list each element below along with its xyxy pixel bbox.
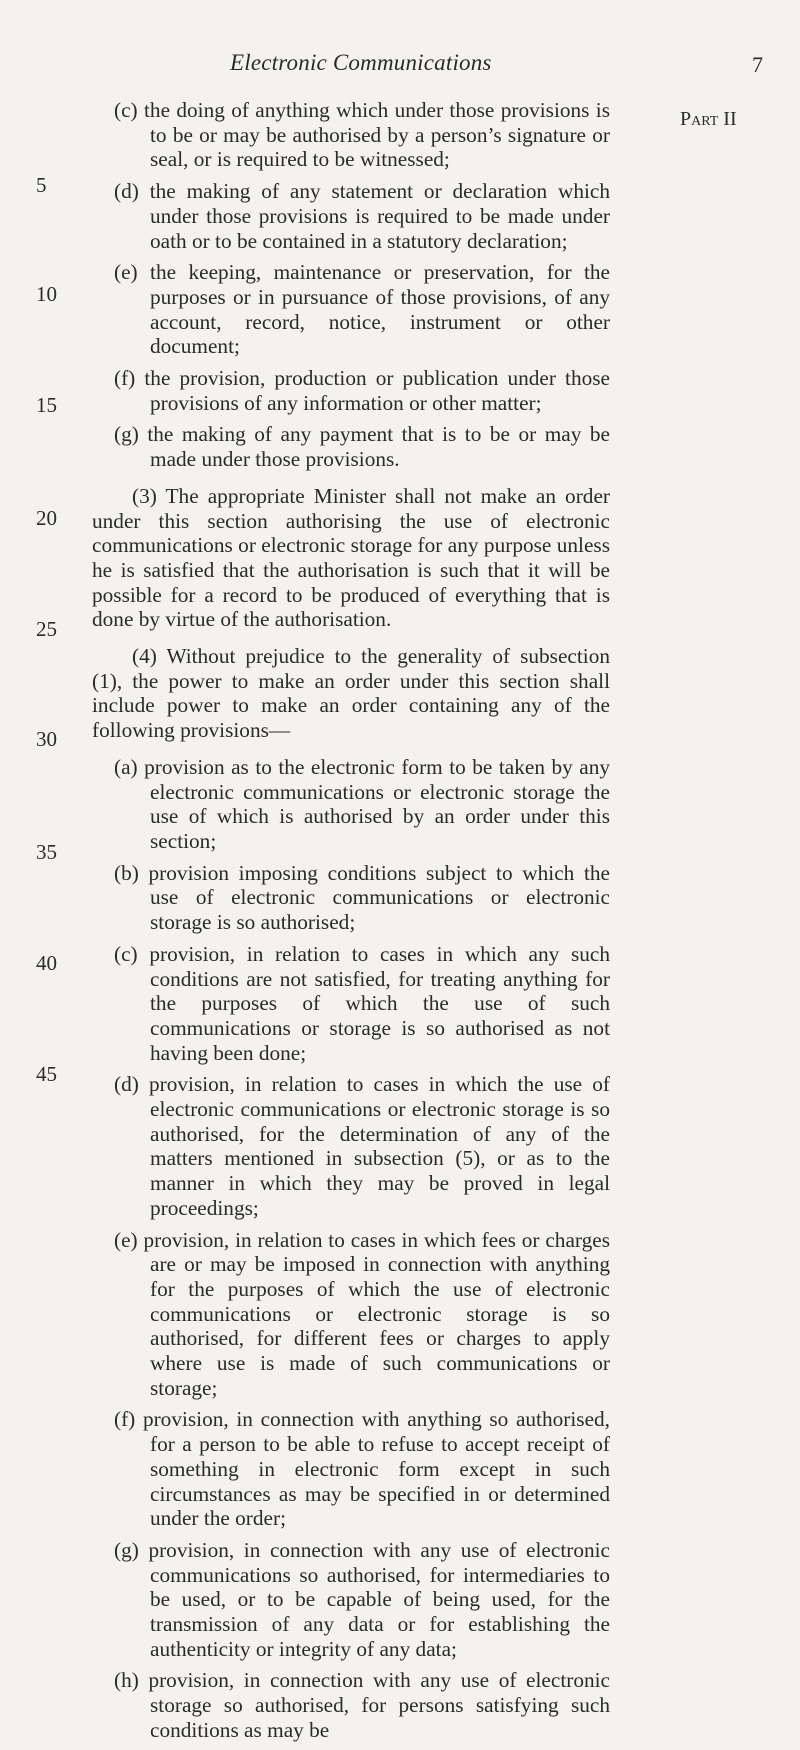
item-text: provision, in relation to cases in which the use of electronic communications or electronic storage is so authorised, for the determination of any of the matters mentioned in subsection (5), or as to the manner in which they may be proved in legal proceedings; [149, 1072, 610, 1220]
line-number: 15 [36, 393, 57, 417]
item-label: (e) [114, 1227, 138, 1252]
item-text: the provision, production or publication under those provisions of any information or other matter; [144, 366, 610, 415]
item-text: the making of any payment that is to be or may be made under those provisions. [147, 422, 610, 472]
list-bottom [92, 755, 610, 1743]
item-label: (h) [114, 1668, 139, 1693]
list-item [92, 366, 610, 415]
item-label: (b) [114, 860, 139, 885]
item-label: (c) [114, 98, 138, 122]
list-item [92, 98, 610, 172]
list-item [92, 1668, 610, 1742]
item-label: (d) [114, 1072, 139, 1097]
item-text: provision as to the electronic form to be taken by any electronic communications or electronic storage the use of which is authorised by an order under this section; [144, 754, 611, 853]
list-item [92, 1407, 610, 1531]
list-item [92, 755, 610, 854]
list-top [92, 98, 610, 472]
list-item [92, 260, 610, 359]
list-item [92, 1228, 610, 1401]
line-number: 10 [36, 282, 57, 306]
line-number: 40 [36, 951, 57, 975]
list-item [92, 1538, 610, 1662]
item-label: (d) [114, 179, 139, 204]
line-number: 5 [36, 173, 47, 197]
item-text: provision, in connection with anything so authorised, for a person to be able to refuse to accept receipt of something in electronic form except in such circumstances as may be specified in or determined under the order; [142, 1407, 610, 1531]
running-head-title: Electronic Communications [230, 50, 492, 75]
list-item [92, 861, 610, 935]
item-text: the doing of anything which under those provisions is to be or may be authorised by a person’s signature or seal, or is required to be witnessed; [144, 98, 610, 172]
line-number: 20 [36, 506, 57, 530]
item-label: (e) [114, 260, 138, 285]
paragraph-4: (4) Without prejudice to the generality of subsection (1), the power to make an order under this section shall include power to make an order containing any of the following provisions— [92, 644, 610, 743]
line-number: 25 [36, 617, 57, 641]
body-text [92, 98, 610, 1750]
page-number: 7 [752, 52, 763, 77]
item-text: provision imposing conditions subject to which the use of electronic communications or electronic storage is so authorised; [148, 860, 611, 935]
list-item [92, 942, 610, 1066]
item-label: (a) [114, 754, 138, 779]
list-item [92, 179, 610, 253]
item-label: (c) [114, 941, 138, 966]
item-label: (f) [114, 366, 136, 391]
line-number: 30 [36, 727, 57, 751]
line-number: 45 [36, 1062, 57, 1086]
item-text: the keeping, maintenance or preservation, for the purposes or in pursuance of those provisions, of any account, record, notice, instrument or other document; [150, 260, 610, 359]
paragraph-3: (3) The appropriate Minister shall not make an order under this section authorising the use of electronic communications or electronic storage for any purpose unless he is satisfied that the authorisation is such that it will be possible for a record to be produced of everything that is done by virtue of the authorisation. [92, 483, 610, 632]
list-item [92, 1072, 610, 1220]
item-text: provision, in relation to cases in which fees or charges are or may be imposed in connection with anything for the purposes of which the use of electronic communications or electronic storage is so authorised, for different fees or charges to apply where use is made of such communications or storage; [143, 1227, 610, 1400]
item-label: (g) [114, 422, 139, 447]
item-label: (g) [114, 1537, 139, 1562]
item-text: provision, in connection with any use of electronic communications so authorised, for intermediaries to be used, or to be capable of being used, for the transmission of any data or for establishing the authenticity or integrity of any data; [148, 1537, 610, 1661]
item-text: the making of any statement or declaration which under those provisions is required to be made under oath or to be contained in a statutory declaration; [149, 179, 611, 253]
line-number: 35 [36, 840, 57, 864]
item-label: (f) [114, 1407, 136, 1432]
item-text: provision, in connection with any use of electronic storage so authorised, for persons satisfying such conditions as may be [148, 1668, 610, 1742]
list-item [92, 422, 610, 471]
part-label: Part II [680, 108, 737, 130]
item-text: provision, in relation to cases in which any such conditions are not satisfied, for treating anything for the purposes of which the use of such communications or storage is so authorised as not having been done; [149, 941, 611, 1065]
